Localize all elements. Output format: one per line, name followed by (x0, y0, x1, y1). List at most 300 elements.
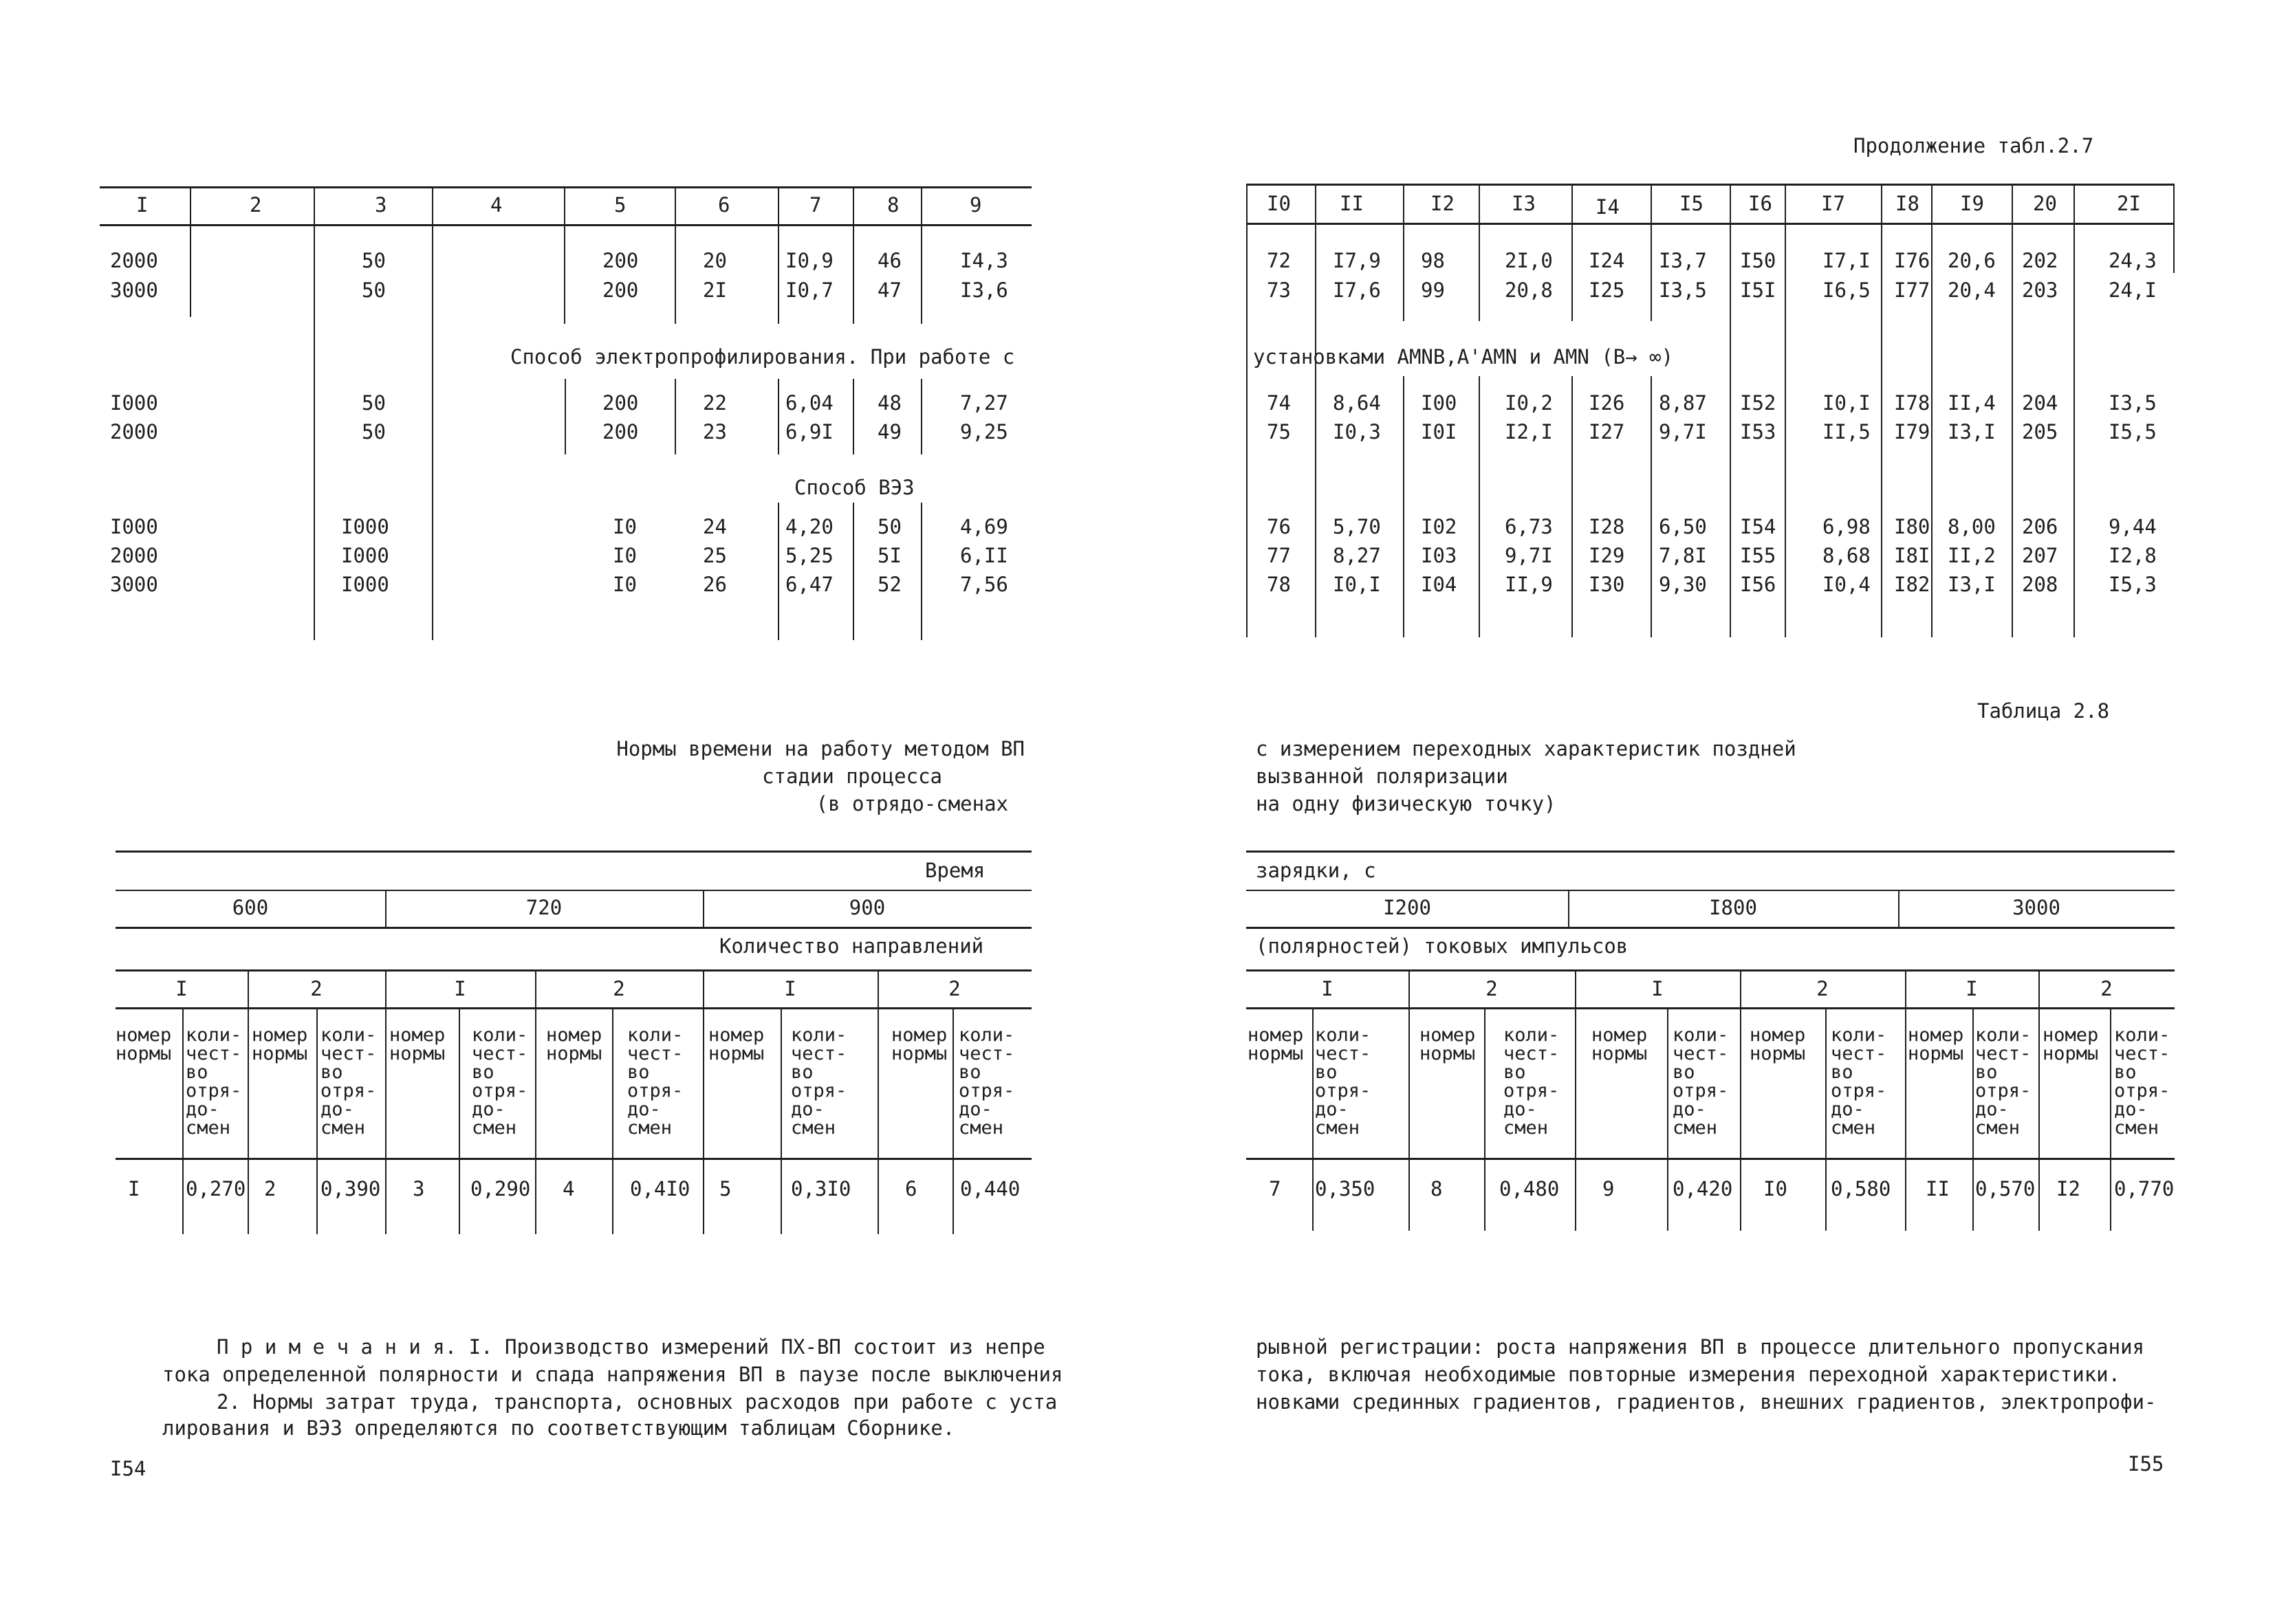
rt-header-15: I5 (1679, 192, 1703, 215)
col-norm-label: номер (708, 1024, 765, 1046)
table-cell: I0,3 (1333, 420, 1381, 443)
col-count-label: до- (959, 1099, 992, 1120)
col-count-label: смен (791, 1117, 836, 1139)
duration-720: 720 (525, 896, 563, 919)
col-norm-label: номер (252, 1024, 308, 1046)
table-cell: 8,68 (1822, 544, 1871, 567)
col-count-label: смен (1315, 1117, 1360, 1139)
table-cell: 4,69 (960, 515, 1008, 538)
col-count-label: до- (1831, 1099, 1864, 1120)
rt-header-19: I9 (1960, 192, 1984, 215)
norm-count: 0,570 (1975, 1177, 2036, 1200)
norm-number: 9 (1602, 1177, 1615, 1200)
table-cell: I28 (1589, 515, 1625, 538)
table-cell: 24,I (2109, 278, 2157, 302)
col-count-label: до- (320, 1099, 354, 1120)
col-count-label: до- (1503, 1099, 1537, 1120)
norm-count: 0,420 (1673, 1177, 1733, 1200)
col-norm-label: нормы (252, 1043, 308, 1064)
table-cell: I02 (1421, 515, 1457, 538)
table-cell: 9,25 (960, 420, 1008, 443)
table-cell: 50 (362, 249, 386, 272)
direction-1: I (1321, 977, 1334, 1000)
table-cell: 20,4 (1948, 278, 1996, 302)
col-count-label: чест- (1975, 1043, 2032, 1064)
table-cell: 3000 (110, 278, 158, 302)
norm-count: 0,440 (960, 1177, 1021, 1200)
table-cell: I3,7 (1659, 249, 1707, 272)
table-cell: 6,04 (785, 391, 834, 415)
table-cell: I26 (1589, 391, 1625, 415)
col-count-label: коли- (1503, 1024, 1560, 1046)
table-cell: I3,I (1948, 573, 1996, 596)
table-cell: I0 (613, 573, 637, 596)
col-count-label: до- (1673, 1099, 1706, 1120)
lt-header-1: I (136, 193, 149, 217)
table-cell: 6,9I (785, 420, 834, 443)
table-cell: I8I (1894, 544, 1930, 567)
col-norm-label: нормы (116, 1043, 172, 1064)
col-count-label: во (1503, 1062, 1526, 1083)
table-cell: I54 (1740, 515, 1776, 538)
table-cell: I25 (1589, 278, 1625, 302)
table-cell: 203 (2022, 278, 2058, 302)
col-norm-label: номер (546, 1024, 602, 1046)
table-cell: I5,3 (2109, 573, 2157, 596)
rt-header-20: 20 (2033, 192, 2057, 215)
col-count-label: отря- (959, 1080, 1015, 1101)
table-cell: 74 (1267, 391, 1291, 415)
lt-header-9: 9 (970, 193, 982, 217)
col-norm-label: нормы (708, 1043, 765, 1064)
page-number: I54 (110, 1457, 146, 1480)
col-count-label: смен (627, 1117, 673, 1139)
table-cell: I000 (110, 391, 158, 415)
col-count-label: отря- (472, 1080, 528, 1101)
lt-header-6: 6 (718, 193, 730, 217)
directions-label: Количество направлений (719, 934, 984, 958)
col-count-label: чест- (2114, 1043, 2170, 1064)
table-cell: I7,6 (1333, 278, 1381, 302)
col-norm-label: номер (1908, 1024, 1964, 1046)
charge-label: зарядки, с (1256, 859, 1376, 882)
lt-header-7: 7 (809, 193, 822, 217)
table-cell: I24 (1589, 249, 1625, 272)
norm-number: I2 (2056, 1177, 2080, 1200)
table-cell: 77 (1267, 544, 1291, 567)
col-norm-label: нормы (1419, 1043, 1476, 1064)
col-count-label: до- (472, 1099, 505, 1120)
table-cell: 76 (1267, 515, 1291, 538)
norm-count: 0,3I0 (791, 1177, 851, 1200)
col-count-label: чест- (1673, 1043, 1729, 1064)
table-cell: 50 (362, 420, 386, 443)
note-line: тока, включая необходимые повторные измерения переходной характеристики. (1256, 1363, 2121, 1386)
table-cell: 200 (602, 249, 639, 272)
col-count-label: чест- (1315, 1043, 1371, 1064)
table-cell: I7,9 (1333, 249, 1381, 272)
col-count-label: коли- (1975, 1024, 2032, 1046)
rt-header-11: II (1340, 192, 1364, 215)
table-cell: 9,30 (1659, 573, 1707, 596)
col-count-label: смен (959, 1117, 1004, 1139)
col-count-label: смен (2114, 1117, 2159, 1139)
table-cell: 2000 (110, 544, 158, 567)
note-line: новками срединных градиентов, градиентов, внешних градиентов, электропрофи- (1256, 1390, 2157, 1414)
table-cell: 47 (878, 278, 902, 302)
table-cell: 98 (1421, 249, 1445, 272)
col-norm-label: нормы (1591, 1043, 1648, 1064)
direction-1: I (1651, 977, 1664, 1000)
table-cell: 5,25 (785, 544, 834, 567)
left-title-line-3: (в отрядо-сменах (816, 792, 1008, 815)
table-cell: I0,2 (1505, 391, 1553, 415)
table-cell: I27 (1589, 420, 1625, 443)
table-cell: 6,47 (785, 573, 834, 596)
norm-number: 7 (1269, 1177, 1281, 1200)
table-cell: I0,4 (1822, 573, 1871, 596)
direction-2: 2 (613, 977, 625, 1000)
table-cell: I0I (1421, 420, 1457, 443)
table-cell: I77 (1894, 278, 1930, 302)
col-count-label: коли- (1831, 1024, 1887, 1046)
lt-header-3: 3 (375, 193, 387, 217)
table-cell: 50 (878, 515, 902, 538)
table-cell: 208 (2022, 573, 2058, 596)
lt-header-5: 5 (614, 193, 627, 217)
col-count-label: отря- (1831, 1080, 1887, 1101)
direction-2: 2 (310, 977, 323, 1000)
right-title-line-3: на одну физическую точку) (1256, 792, 1556, 815)
col-count-label: отря- (791, 1080, 847, 1101)
table-cell: 6,50 (1659, 515, 1707, 538)
table-cell: I80 (1894, 515, 1930, 538)
continuation-label: Продолжение табл.2.7 (1853, 134, 2094, 157)
table-cell: 46 (878, 249, 902, 272)
norm-number: 2 (264, 1177, 276, 1200)
table-cell: I52 (1740, 391, 1776, 415)
time-label: Время (925, 859, 986, 882)
table-cell: 20,8 (1505, 278, 1553, 302)
col-count-label: коли- (1673, 1024, 1729, 1046)
table-cell: I50 (1740, 249, 1776, 272)
rt-header-16: I6 (1748, 192, 1772, 215)
lt-header-4: 4 (490, 193, 503, 217)
direction-2: 2 (1485, 977, 1498, 1000)
col-count-label: чест- (186, 1043, 242, 1064)
table-cell: I76 (1894, 249, 1930, 272)
table-cell: I6,5 (1822, 278, 1871, 302)
col-count-label: коли- (320, 1024, 377, 1046)
col-count-label: коли- (627, 1024, 684, 1046)
norm-number: II (1926, 1177, 1950, 1200)
col-norm-label: нормы (1750, 1043, 1806, 1064)
table-cell: 7,56 (960, 573, 1008, 596)
table-cell: 52 (878, 573, 902, 596)
note-line: рывной регистрации: роста напряжения ВП в процессе длительного пропускания (1256, 1335, 2145, 1359)
section-title: Способ электропрофилирования. При работе с (510, 345, 1015, 369)
col-count-label: чест- (791, 1043, 847, 1064)
col-count-label: чест- (1503, 1043, 1560, 1064)
norm-count: 0,390 (320, 1177, 381, 1200)
col-count-label: во (959, 1062, 981, 1083)
table-cell: I0,9 (785, 249, 834, 272)
col-norm-label: номер (2043, 1024, 2099, 1046)
norm-number: I (128, 1177, 140, 1200)
col-count-label: до- (1975, 1099, 2009, 1120)
table-cell: 8,64 (1333, 391, 1381, 415)
table-cell: II,5 (1822, 420, 1871, 443)
col-norm-label: нормы (2043, 1043, 2099, 1064)
table-cell: 207 (2022, 544, 2058, 567)
table-cell: 75 (1267, 420, 1291, 443)
table-cell: I53 (1740, 420, 1776, 443)
table-cell: 20 (703, 249, 727, 272)
col-count-label: смен (320, 1117, 366, 1139)
table-cell: 202 (2022, 249, 2058, 272)
table-cell: 7,27 (960, 391, 1008, 415)
table-cell: I82 (1894, 573, 1930, 596)
norm-number: 3 (413, 1177, 425, 1200)
table-cell: 204 (2022, 391, 2058, 415)
table-cell: 72 (1267, 249, 1291, 272)
table-cell: 50 (362, 278, 386, 302)
right-title-line-1: с измерением переходных характеристик поздней (1256, 737, 1796, 760)
table-label: Таблица 2.8 (1977, 699, 2110, 723)
direction-1: I (454, 977, 466, 1000)
left-title-line-2: стадии процесса (762, 765, 942, 788)
rt-header-10: I0 (1267, 192, 1291, 215)
col-norm-label: нормы (891, 1043, 948, 1064)
norm-count: 0,350 (1315, 1177, 1375, 1200)
table-cell: I000 (341, 515, 389, 538)
table-cell: I79 (1894, 420, 1930, 443)
section-title: установками АМNB,А'АМN и АМN (В→ ∞) (1253, 345, 1674, 369)
col-count-label: смен (186, 1117, 231, 1139)
table-cell: 50 (362, 391, 386, 415)
table-cell: I04 (1421, 573, 1457, 596)
col-count-label: отря- (1673, 1080, 1729, 1101)
table-cell: II,2 (1948, 544, 1996, 567)
table-cell: I3,5 (1659, 278, 1707, 302)
left-title-line-1: Нормы времени на работу методом ВП (616, 737, 1025, 760)
table-cell: 22 (703, 391, 727, 415)
table-cell: I3,6 (960, 278, 1008, 302)
col-count-label: чест- (472, 1043, 528, 1064)
note-line: П р и м е ч а н и я. I. Производство измерений ПХ-ВП состоит из непре (217, 1335, 1045, 1359)
col-count-label: коли- (1315, 1024, 1371, 1046)
norm-number: I0 (1763, 1177, 1787, 1200)
lt-header-8: 8 (887, 193, 900, 217)
table-cell: I0 (613, 544, 637, 567)
table-cell: 200 (602, 278, 639, 302)
duration-600: 600 (232, 896, 269, 919)
table-cell: I0,I (1333, 573, 1381, 596)
table-cell: I30 (1589, 573, 1625, 596)
col-norm-label: нормы (1908, 1043, 1964, 1064)
table-cell: 8,27 (1333, 544, 1381, 567)
page-number: I55 (2128, 1452, 2164, 1475)
rt-header-14: I4 (1596, 195, 1620, 219)
col-count-label: смен (1673, 1117, 1718, 1139)
col-norm-label: номер (1419, 1024, 1476, 1046)
col-count-label: во (186, 1062, 208, 1083)
table-cell: 99 (1421, 278, 1445, 302)
table-cell: 23 (703, 420, 727, 443)
table-cell: 6,II (960, 544, 1008, 567)
table-cell: 25 (703, 544, 727, 567)
col-norm-label: номер (891, 1024, 948, 1046)
col-count-label: до- (791, 1099, 825, 1120)
col-count-label: до- (627, 1099, 661, 1120)
direction-1: I (784, 977, 796, 1000)
table-cell: I03 (1421, 544, 1457, 567)
col-norm-label: номер (1750, 1024, 1806, 1046)
table-cell: I56 (1740, 573, 1776, 596)
table-cell: I2,I (1505, 420, 1553, 443)
table-cell: I000 (341, 573, 389, 596)
col-count-label: коли- (959, 1024, 1015, 1046)
table-cell: I29 (1589, 544, 1625, 567)
table-cell: 78 (1267, 573, 1291, 596)
section-title: Способ ВЭЗ (794, 476, 915, 499)
table-cell: I0 (613, 515, 637, 538)
norm-number: 6 (905, 1177, 917, 1200)
table-cell: 20,6 (1948, 249, 1996, 272)
col-count-label: чест- (1831, 1043, 1887, 1064)
table-cell: II,9 (1505, 573, 1553, 596)
table-cell: 5I (878, 544, 902, 567)
col-norm-label: номер (1248, 1024, 1304, 1046)
table-cell: I4,3 (960, 249, 1008, 272)
rt-header-17: I7 (1821, 192, 1845, 215)
rt-header-12: I2 (1430, 192, 1455, 215)
direction-1: I (1966, 977, 1978, 1000)
table-cell: 2000 (110, 420, 158, 443)
table-cell: 206 (2022, 515, 2058, 538)
rt-header-18: I8 (1895, 192, 1919, 215)
note-line: 2. Нормы затрат труда, транспорта, основных расходов при работе с уста (217, 1390, 1058, 1414)
table-cell: I5,5 (2109, 420, 2157, 443)
col-count-label: смен (1975, 1117, 2021, 1139)
table-cell: 2I,0 (1505, 249, 1553, 272)
table-cell: I000 (110, 515, 158, 538)
col-count-label: во (2114, 1062, 2137, 1083)
table-cell: 8,87 (1659, 391, 1707, 415)
col-count-label: во (1975, 1062, 1998, 1083)
norm-count: 0,480 (1499, 1177, 1560, 1200)
polarity-label: (полярностей) токовых импульсов (1256, 934, 1629, 958)
norm-count: 0,4I0 (630, 1177, 690, 1200)
table-cell: 26 (703, 573, 727, 596)
col-count-label: во (472, 1062, 494, 1083)
col-norm-label: номер (1591, 1024, 1648, 1046)
duration-900: 900 (849, 896, 886, 919)
col-count-label: смен (1503, 1117, 1549, 1139)
col-count-label: коли- (186, 1024, 242, 1046)
col-count-label: во (791, 1062, 814, 1083)
norm-number: 5 (719, 1177, 732, 1200)
table-cell: 2I (703, 278, 727, 302)
col-count-label: чест- (627, 1043, 684, 1064)
col-count-label: смен (1831, 1117, 1876, 1139)
table-cell: 9,7I (1505, 544, 1553, 567)
norm-number: 4 (563, 1177, 575, 1200)
norm-count: 0,580 (1831, 1177, 1891, 1200)
norm-count: 0,770 (2114, 1177, 2175, 1200)
table-cell: 49 (878, 420, 902, 443)
direction-2: 2 (948, 977, 961, 1000)
col-count-label: отря- (1315, 1080, 1371, 1101)
note-line: лирования и ВЭЗ определяются по соответствующим таблицам Сборнике. (162, 1416, 955, 1440)
table-cell: 4,20 (785, 515, 834, 538)
col-count-label: во (627, 1062, 650, 1083)
direction-2: 2 (1816, 977, 1829, 1000)
table-cell: 2000 (110, 249, 158, 272)
table-cell: I0,7 (785, 278, 834, 302)
table-cell: 24,3 (2109, 249, 2157, 272)
col-count-label: отря- (2114, 1080, 2170, 1101)
table-cell: 5,70 (1333, 515, 1381, 538)
table-cell: 205 (2022, 420, 2058, 443)
table-cell: I55 (1740, 544, 1776, 567)
col-count-label: до- (1315, 1099, 1349, 1120)
table-cell: I78 (1894, 391, 1930, 415)
col-norm-label: нормы (1248, 1043, 1304, 1064)
table-cell: I3,I (1948, 420, 1996, 443)
table-cell: I000 (341, 544, 389, 567)
col-count-label: во (1315, 1062, 1338, 1083)
table-cell: 48 (878, 391, 902, 415)
table-cell: 200 (602, 391, 639, 415)
duration-3000: 3000 (2012, 896, 2060, 919)
table-cell: 8,00 (1948, 515, 1996, 538)
table-cell: 200 (602, 420, 639, 443)
table-cell: 9,7I (1659, 420, 1707, 443)
col-count-label: отря- (1503, 1080, 1560, 1101)
lt-header-2: 2 (250, 193, 262, 217)
rt-header-13: I3 (1512, 192, 1536, 215)
table-cell: I5I (1740, 278, 1776, 302)
table-cell: 7,8I (1659, 544, 1707, 567)
table-cell: I0,I (1822, 391, 1871, 415)
rt-header-21: 2I (2117, 192, 2141, 215)
duration-1200: I200 (1383, 896, 1431, 919)
duration-1800: I800 (1709, 896, 1757, 919)
col-count-label: до- (2114, 1099, 2148, 1120)
direction-2: 2 (2100, 977, 2113, 1000)
col-count-label: отря- (627, 1080, 684, 1101)
table-cell: 6,98 (1822, 515, 1871, 538)
col-norm-label: нормы (389, 1043, 446, 1064)
col-count-label: коли- (2114, 1024, 2170, 1046)
col-count-label: во (1831, 1062, 1853, 1083)
col-norm-label: номер (389, 1024, 446, 1046)
table-cell: 9,44 (2109, 515, 2157, 538)
norm-count: 0,290 (470, 1177, 531, 1200)
norm-number: 8 (1430, 1177, 1443, 1200)
right-title-line-2: вызванной поляризации (1256, 765, 1508, 788)
table-cell: I2,8 (2109, 544, 2157, 567)
col-count-label: до- (186, 1099, 219, 1120)
col-count-label: отря- (186, 1080, 242, 1101)
table-cell: I3,5 (2109, 391, 2157, 415)
col-count-label: отря- (1975, 1080, 2032, 1101)
table-cell: 73 (1267, 278, 1291, 302)
col-norm-label: нормы (546, 1043, 602, 1064)
table-cell: 6,73 (1505, 515, 1553, 538)
table-cell: 24 (703, 515, 727, 538)
